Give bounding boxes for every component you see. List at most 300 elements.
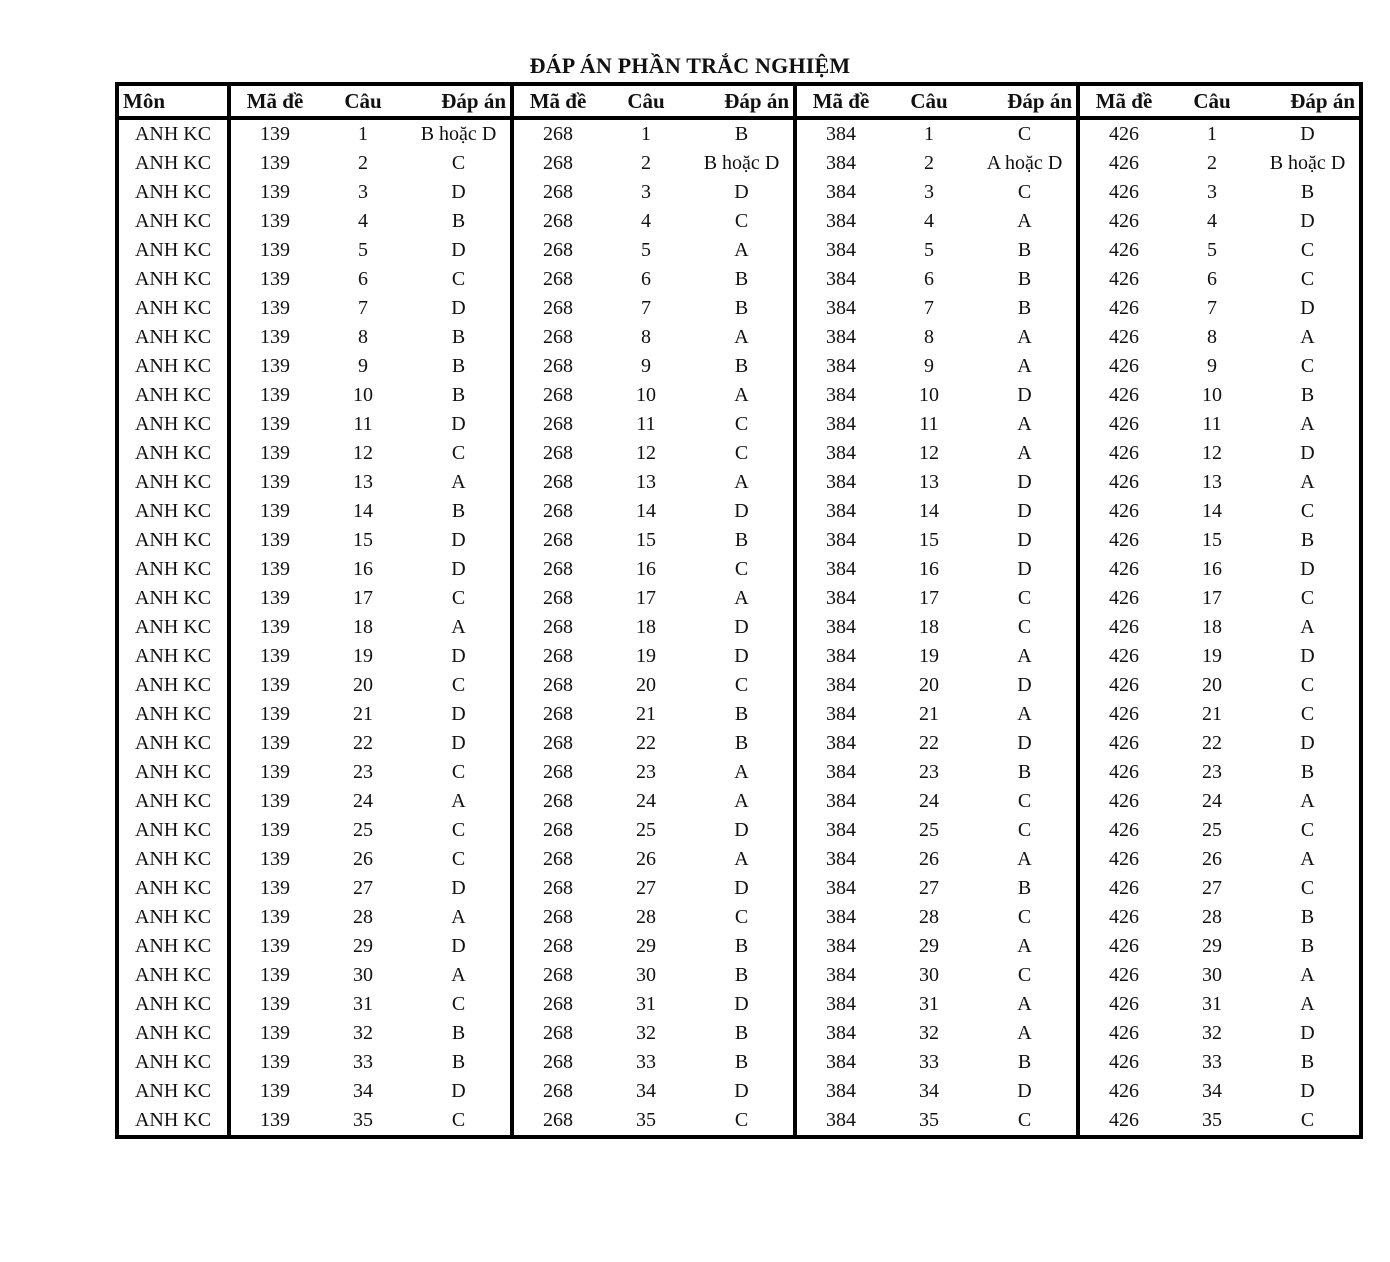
question-number-cell: 33 [919, 1051, 939, 1073]
exam-code-cell: 139 [260, 210, 290, 232]
exam-code-cell: 384 [826, 1022, 856, 1044]
question-number-cell: 7 [358, 297, 368, 319]
exam-code-cell: 268 [543, 848, 573, 870]
question-number-cell: 15 [919, 529, 939, 551]
exam-code-cell: 139 [260, 268, 290, 290]
exam-code-cell: 139 [260, 616, 290, 638]
header-question: Câu [885, 84, 973, 118]
table-row [117, 352, 1361, 381]
answer-cell: B [973, 1048, 1078, 1077]
subject-cell: ANH KC [117, 381, 229, 410]
answer-cell: C [973, 903, 1078, 932]
answer-cell: D [973, 1077, 1078, 1106]
exam-code-cell: 426 [1109, 529, 1139, 551]
exam-code-cell: 426 [1109, 848, 1139, 870]
answer-cell: C [690, 410, 795, 439]
question-number-cell: 17 [919, 587, 939, 609]
exam-code-cell: 426 [1109, 587, 1139, 609]
table-row [117, 1106, 1361, 1137]
exam-code-cell: 139 [260, 819, 290, 841]
answer-cell: D [1300, 123, 1315, 145]
table-row [117, 932, 1361, 961]
question-number-cell: 30 [1202, 964, 1222, 986]
question-number-cell: 13 [919, 471, 939, 493]
answer-cell: C [1300, 1109, 1315, 1131]
question-number-cell: 23 [353, 761, 373, 783]
answer-cell: A [973, 352, 1078, 381]
answer-cell: C [1300, 587, 1315, 609]
exam-code-cell: 268 [543, 355, 573, 377]
question-number-cell: 25 [636, 819, 656, 841]
question-number-cell: 14 [353, 500, 373, 522]
answer-cell: D [407, 874, 512, 903]
table-row [117, 729, 1361, 758]
question-number-cell: 28 [353, 906, 373, 928]
table-row [117, 468, 1361, 497]
table-row [117, 1077, 1361, 1106]
exam-code-cell: 384 [826, 906, 856, 928]
question-number-cell: 11 [919, 413, 939, 435]
question-number-cell: 5 [1207, 239, 1217, 261]
exam-code-cell: 426 [1109, 1080, 1139, 1102]
exam-code-cell: 268 [543, 384, 573, 406]
answer-cell: B [973, 294, 1078, 323]
exam-code-cell: 268 [543, 616, 573, 638]
answer-cell: C [1300, 239, 1315, 261]
exam-code-cell: 384 [826, 935, 856, 957]
header-question: Câu [602, 84, 690, 118]
question-number-cell: 5 [358, 239, 368, 261]
table-row [117, 903, 1361, 932]
subject-cell: ANH KC [117, 990, 229, 1019]
exam-code-cell: 268 [543, 1022, 573, 1044]
exam-code-cell: 139 [260, 935, 290, 957]
answer-cell: C [1300, 877, 1315, 899]
answer-cell: D [690, 178, 795, 207]
question-number-cell: 31 [919, 993, 939, 1015]
table-row [117, 1048, 1361, 1077]
answer-cell: C [690, 439, 795, 468]
answer-cell: D [1300, 645, 1315, 667]
subject-cell: ANH KC [117, 816, 229, 845]
answer-cell: D [1300, 1080, 1315, 1102]
exam-code-cell: 384 [826, 964, 856, 986]
answer-cell: D [1300, 210, 1315, 232]
answer-cell: D [407, 555, 512, 584]
header-exam-code: Mã đề [795, 84, 885, 118]
exam-code-cell: 139 [260, 732, 290, 754]
question-number-cell: 9 [358, 355, 368, 377]
answer-cell: B [1300, 906, 1315, 928]
answer-cell: B [690, 1048, 795, 1077]
question-number-cell: 9 [1207, 355, 1217, 377]
question-number-cell: 16 [353, 558, 373, 580]
answer-cell: A [407, 961, 512, 990]
exam-code-cell: 384 [826, 123, 856, 145]
answer-cell: B [690, 118, 795, 149]
question-number-cell: 4 [358, 210, 368, 232]
answer-cell: A [1300, 790, 1315, 812]
answer-cell: C [407, 845, 512, 874]
exam-code-cell: 139 [260, 1022, 290, 1044]
question-number-cell: 10 [919, 384, 939, 406]
exam-code-cell: 268 [543, 674, 573, 696]
answer-cell: B [407, 352, 512, 381]
question-number-cell: 28 [636, 906, 656, 928]
exam-code-cell: 384 [826, 645, 856, 667]
exam-code-cell: 268 [543, 558, 573, 580]
question-number-cell: 7 [1207, 297, 1217, 319]
table-row [117, 236, 1361, 265]
exam-code-cell: 426 [1109, 819, 1139, 841]
question-number-cell: 33 [1202, 1051, 1222, 1073]
answer-cell: A [407, 787, 512, 816]
question-number-cell: 5 [641, 239, 651, 261]
table-row [117, 1019, 1361, 1048]
answer-cell: C [407, 149, 512, 178]
answer-cell: A [407, 903, 512, 932]
table-row [117, 410, 1361, 439]
header-question: Câu [1168, 84, 1256, 118]
answer-cell: B [690, 961, 795, 990]
answer-cell: B hoặc D [1269, 152, 1346, 174]
exam-code-cell: 139 [260, 471, 290, 493]
exam-code-cell: 384 [826, 674, 856, 696]
question-number-cell: 25 [919, 819, 939, 841]
question-number-cell: 10 [353, 384, 373, 406]
exam-code-cell: 384 [826, 587, 856, 609]
question-number-cell: 23 [636, 761, 656, 783]
question-number-cell: 12 [919, 442, 939, 464]
answer-cell: C [690, 671, 795, 700]
answer-cell: C [973, 1106, 1078, 1137]
question-number-cell: 6 [358, 268, 368, 290]
exam-code-cell: 426 [1109, 384, 1139, 406]
question-number-cell: 9 [924, 355, 934, 377]
answer-cell: D [973, 468, 1078, 497]
exam-code-cell: 268 [543, 645, 573, 667]
question-number-cell: 21 [1202, 703, 1222, 725]
question-number-cell: 1 [641, 123, 651, 145]
exam-code-cell: 426 [1109, 442, 1139, 464]
subject-cell: ANH KC [117, 584, 229, 613]
answer-cell: B [690, 352, 795, 381]
question-number-cell: 20 [1202, 674, 1222, 696]
question-number-cell: 18 [636, 616, 656, 638]
exam-code-cell: 268 [543, 1109, 573, 1131]
exam-code-cell: 268 [543, 268, 573, 290]
question-number-cell: 13 [636, 471, 656, 493]
header-exam-code: Mã đề [512, 84, 602, 118]
subject-cell: ANH KC [117, 758, 229, 787]
answer-cell: B [973, 758, 1078, 787]
subject-cell: ANH KC [117, 294, 229, 323]
question-number-cell: 18 [1202, 616, 1222, 638]
table-row [117, 990, 1361, 1019]
exam-code-cell: 139 [260, 993, 290, 1015]
question-number-cell: 18 [919, 616, 939, 638]
question-number-cell: 27 [1202, 877, 1222, 899]
answer-cell: A [690, 584, 795, 613]
table-row [117, 584, 1361, 613]
question-number-cell: 29 [636, 935, 656, 957]
answer-cell: D [690, 642, 795, 671]
answer-cell: C [973, 584, 1078, 613]
answer-cell: D [407, 642, 512, 671]
exam-code-cell: 139 [260, 239, 290, 261]
answer-cell: D [690, 990, 795, 1019]
question-number-cell: 3 [924, 181, 934, 203]
exam-code-cell: 139 [260, 703, 290, 725]
exam-code-cell: 384 [826, 471, 856, 493]
question-number-cell: 32 [636, 1022, 656, 1044]
exam-code-cell: 426 [1109, 326, 1139, 348]
question-number-cell: 24 [919, 790, 939, 812]
question-number-cell: 8 [358, 326, 368, 348]
answer-cell: C [973, 178, 1078, 207]
answer-cell: A [1300, 964, 1315, 986]
question-number-cell: 34 [919, 1080, 939, 1102]
exam-code-cell: 384 [826, 413, 856, 435]
subject-cell: ANH KC [117, 497, 229, 526]
question-number-cell: 17 [1202, 587, 1222, 609]
header-answer: Đáp án [690, 84, 795, 118]
answer-cell: C [1300, 355, 1315, 377]
question-number-cell: 26 [919, 848, 939, 870]
exam-code-cell: 268 [543, 906, 573, 928]
table-row [117, 265, 1361, 294]
question-number-cell: 18 [353, 616, 373, 638]
answer-cell: A [973, 932, 1078, 961]
answer-cell: D [973, 526, 1078, 555]
exam-code-cell: 426 [1109, 1022, 1139, 1044]
question-number-cell: 13 [1202, 471, 1222, 493]
header-answer: Đáp án [1256, 84, 1361, 118]
question-number-cell: 13 [353, 471, 373, 493]
question-number-cell: 2 [924, 152, 934, 174]
exam-code-cell: 268 [543, 1051, 573, 1073]
subject-cell: ANH KC [117, 932, 229, 961]
exam-code-cell: 268 [543, 239, 573, 261]
answer-cell: B [407, 207, 512, 236]
subject-cell: ANH KC [117, 207, 229, 236]
answer-cell: D [407, 932, 512, 961]
exam-code-cell: 426 [1109, 1051, 1139, 1073]
question-number-cell: 35 [1202, 1109, 1222, 1131]
answer-cell: A [1300, 413, 1315, 435]
exam-code-cell: 139 [260, 355, 290, 377]
exam-code-cell: 384 [826, 1109, 856, 1131]
exam-code-cell: 139 [260, 848, 290, 870]
exam-code-cell: 426 [1109, 964, 1139, 986]
exam-code-cell: 139 [260, 123, 290, 145]
question-number-cell: 11 [636, 413, 656, 435]
question-number-cell: 19 [1202, 645, 1222, 667]
header-answer: Đáp án [973, 84, 1078, 118]
table-row [117, 787, 1361, 816]
question-number-cell: 20 [919, 674, 939, 696]
question-number-cell: 3 [641, 181, 651, 203]
question-number-cell: 34 [353, 1080, 373, 1102]
question-number-cell: 4 [641, 210, 651, 232]
answer-cell: C [407, 1106, 512, 1137]
exam-code-cell: 384 [826, 442, 856, 464]
exam-code-cell: 426 [1109, 181, 1139, 203]
answer-cell: D [407, 410, 512, 439]
question-number-cell: 14 [1202, 500, 1222, 522]
table-row [117, 381, 1361, 410]
table-row [117, 118, 1361, 149]
question-number-cell: 2 [1207, 152, 1217, 174]
subject-cell: ANH KC [117, 787, 229, 816]
header-subject: Môn [117, 84, 229, 118]
table-row [117, 526, 1361, 555]
subject-cell: ANH KC [117, 555, 229, 584]
exam-code-cell: 384 [826, 616, 856, 638]
answer-cell: A [690, 381, 795, 410]
answer-cell: A [973, 700, 1078, 729]
answer-cell: C [407, 584, 512, 613]
table-row [117, 178, 1361, 207]
question-number-cell: 1 [924, 123, 934, 145]
exam-code-cell: 268 [543, 413, 573, 435]
exam-code-cell: 268 [543, 964, 573, 986]
question-number-cell: 19 [636, 645, 656, 667]
question-number-cell: 34 [636, 1080, 656, 1102]
question-number-cell: 6 [924, 268, 934, 290]
subject-cell: ANH KC [117, 352, 229, 381]
exam-code-cell: 268 [543, 123, 573, 145]
exam-code-cell: 139 [260, 790, 290, 812]
answer-cell: A [690, 323, 795, 352]
exam-code-cell: 426 [1109, 761, 1139, 783]
exam-code-cell: 384 [826, 1080, 856, 1102]
answer-cell: B [690, 729, 795, 758]
answer-cell: B [690, 700, 795, 729]
exam-code-cell: 384 [826, 152, 856, 174]
answer-cell: B [407, 381, 512, 410]
question-number-cell: 26 [636, 848, 656, 870]
exam-code-cell: 139 [260, 674, 290, 696]
exam-code-cell: 268 [543, 703, 573, 725]
exam-code-cell: 139 [260, 1051, 290, 1073]
table-row [117, 207, 1361, 236]
question-number-cell: 7 [924, 297, 934, 319]
exam-code-cell: 426 [1109, 471, 1139, 493]
exam-code-cell: 139 [260, 877, 290, 899]
exam-code-cell: 384 [826, 761, 856, 783]
answer-cell: B [407, 497, 512, 526]
question-number-cell: 15 [353, 529, 373, 551]
answer-cell: C [1300, 500, 1315, 522]
question-number-cell: 35 [919, 1109, 939, 1131]
header-answer: Đáp án [407, 84, 512, 118]
exam-code-cell: 268 [543, 500, 573, 522]
answer-cell: B [1300, 935, 1315, 957]
exam-code-cell: 426 [1109, 616, 1139, 638]
exam-code-cell: 139 [260, 529, 290, 551]
answer-cell: D [690, 1077, 795, 1106]
table-header-row [117, 84, 1361, 118]
table-row [117, 874, 1361, 903]
question-number-cell: 8 [924, 326, 934, 348]
answer-cell: A hoặc D [973, 149, 1078, 178]
exam-code-cell: 426 [1109, 790, 1139, 812]
answer-cell: C [407, 758, 512, 787]
answer-cell: B [973, 874, 1078, 903]
subject-cell: ANH KC [117, 178, 229, 207]
answer-cell: D [407, 700, 512, 729]
exam-code-cell: 426 [1109, 1109, 1139, 1131]
table-row [117, 671, 1361, 700]
question-number-cell: 4 [1207, 210, 1217, 232]
question-number-cell: 8 [1207, 326, 1217, 348]
answer-cell: D [690, 874, 795, 903]
question-number-cell: 2 [358, 152, 368, 174]
subject-cell: ANH KC [117, 1019, 229, 1048]
exam-code-cell: 268 [543, 442, 573, 464]
question-number-cell: 28 [1202, 906, 1222, 928]
answer-cell: D [407, 294, 512, 323]
exam-code-cell: 139 [260, 181, 290, 203]
exam-code-cell: 139 [260, 500, 290, 522]
exam-code-cell: 426 [1109, 674, 1139, 696]
subject-cell: ANH KC [117, 526, 229, 555]
answer-cell: D [407, 178, 512, 207]
table-row [117, 439, 1361, 468]
question-number-cell: 29 [1202, 935, 1222, 957]
question-number-cell: 31 [636, 993, 656, 1015]
answer-cell: A [1300, 848, 1315, 870]
exam-code-cell: 384 [826, 355, 856, 377]
exam-code-cell: 426 [1109, 703, 1139, 725]
question-number-cell: 31 [1202, 993, 1222, 1015]
question-number-cell: 12 [1202, 442, 1222, 464]
answer-cell: C [407, 990, 512, 1019]
subject-cell: ANH KC [117, 1106, 229, 1137]
subject-cell: ANH KC [117, 671, 229, 700]
exam-code-cell: 426 [1109, 906, 1139, 928]
exam-code-cell: 268 [543, 1080, 573, 1102]
exam-code-cell: 384 [826, 558, 856, 580]
answer-cell: D [407, 526, 512, 555]
exam-code-cell: 426 [1109, 732, 1139, 754]
exam-code-cell: 268 [543, 529, 573, 551]
answer-cell: A [407, 613, 512, 642]
answer-cell: A [1300, 326, 1315, 348]
answer-cell: C [1300, 674, 1315, 696]
question-number-cell: 28 [919, 906, 939, 928]
question-number-cell: 27 [636, 877, 656, 899]
question-number-cell: 25 [1202, 819, 1222, 841]
question-number-cell: 19 [919, 645, 939, 667]
answer-cell: B [690, 1019, 795, 1048]
subject-cell: ANH KC [117, 236, 229, 265]
answer-cell: B [690, 526, 795, 555]
question-number-cell: 30 [636, 964, 656, 986]
table-row [117, 961, 1361, 990]
answer-cell: C [1300, 703, 1315, 725]
exam-code-cell: 139 [260, 1080, 290, 1102]
exam-code-cell: 139 [260, 1109, 290, 1131]
question-number-cell: 24 [636, 790, 656, 812]
exam-code-cell: 139 [260, 152, 290, 174]
answer-cell: A [690, 845, 795, 874]
answer-cell: A [1300, 471, 1315, 493]
answer-cell: C [690, 1106, 795, 1137]
question-number-cell: 10 [1202, 384, 1222, 406]
answer-cell: A [973, 990, 1078, 1019]
